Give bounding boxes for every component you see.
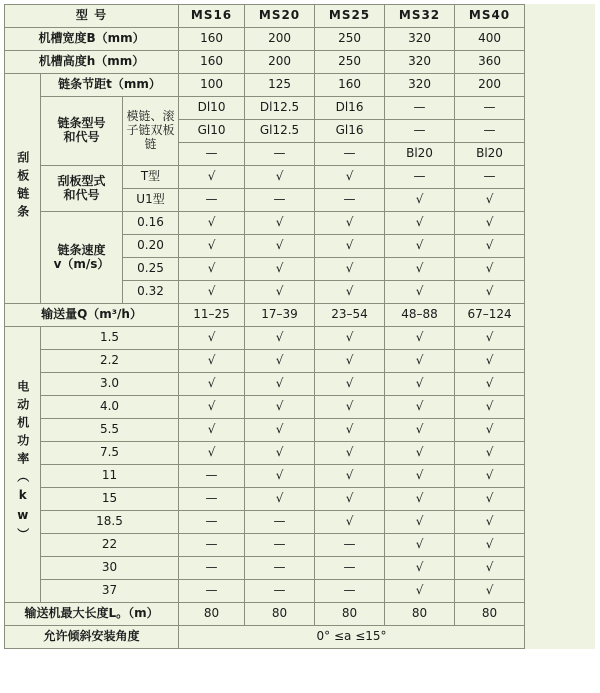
cell-motor-18-5-ms20: — <box>245 511 315 534</box>
cell-motor-11-ms32: √ <box>385 465 455 488</box>
cell-pitch-ms32: 320 <box>385 74 455 97</box>
cell-motor-2-2-ms32: √ <box>385 350 455 373</box>
chain-type-line2: 子链双板 <box>126 123 175 138</box>
cell-width-ms16: 160 <box>179 28 245 51</box>
cell-motor-37-ms16: — <box>179 580 245 603</box>
table-row <box>5 534 595 557</box>
cell-speed-016-ms20: √ <box>245 212 315 235</box>
cell-speed-025-ms20: √ <box>245 258 315 281</box>
cell-motor-37-ms40: √ <box>455 580 525 603</box>
cell-motor-7-5-ms32: √ <box>385 442 455 465</box>
cell-motor-1-5-ms40: √ <box>455 327 525 350</box>
cell-motor-11-ms16: — <box>179 465 245 488</box>
cell-motor-2-2-ms25: √ <box>315 350 385 373</box>
cell-motor-4-0-ms40: √ <box>455 396 525 419</box>
row-label-motor-4-0: 4.0 <box>41 396 179 419</box>
cell-motor-22-ms16: — <box>179 534 245 557</box>
cell-speed-016-ms25: √ <box>315 212 385 235</box>
row-label-motor-22: 22 <box>41 534 179 557</box>
cell-scraper-t-ms32: — <box>385 166 455 189</box>
table-row <box>5 580 595 603</box>
chain-speed-line1: 链条速度 <box>57 242 106 257</box>
row-label-motor-7-5: 7.5 <box>41 442 179 465</box>
row-label-scraper-type <box>41 166 123 212</box>
cell-motor-18-5-ms25: √ <box>315 511 385 534</box>
row-label-motor-30: 30 <box>41 557 179 580</box>
cell-speed-020-ms40: √ <box>455 235 525 258</box>
cell-motor-4-0-ms32: √ <box>385 396 455 419</box>
cell-motor-3-0-ms16: √ <box>179 373 245 396</box>
cell-chain-bl-ms32: Bl20 <box>385 143 455 166</box>
table-row <box>5 327 595 350</box>
row-label-motor-15: 15 <box>41 488 179 511</box>
table-row <box>5 304 595 327</box>
cell-scraper-u1-ms40: √ <box>455 189 525 212</box>
cell-speed-025-ms16: √ <box>179 258 245 281</box>
cell-motor-2-2-ms20: √ <box>245 350 315 373</box>
cell-scraper-t-ms40: — <box>455 166 525 189</box>
specification-table <box>4 4 595 649</box>
cell-max-length-ms32: 80 <box>385 603 455 626</box>
chain-type-line3: 链 <box>144 136 157 151</box>
cell-motor-15-ms25: √ <box>315 488 385 511</box>
row-label-speed-032: 0.32 <box>123 281 179 304</box>
group-label-motor-power: 电动机功率（kw） <box>5 327 41 603</box>
cell-chain-bl-ms16: — <box>179 143 245 166</box>
cell-motor-1-5-ms16: √ <box>179 327 245 350</box>
cell-height-ms20: 200 <box>245 51 315 74</box>
cell-scraper-t-ms25: √ <box>315 166 385 189</box>
row-label-motor-2-2: 2.2 <box>41 350 179 373</box>
cell-motor-3-0-ms32: √ <box>385 373 455 396</box>
cell-motor-30-ms16: — <box>179 557 245 580</box>
cell-motor-37-ms32: √ <box>385 580 455 603</box>
cell-motor-11-ms25: √ <box>315 465 385 488</box>
cell-motor-11-ms40: √ <box>455 465 525 488</box>
table-row <box>5 28 595 51</box>
table-row <box>5 373 595 396</box>
cell-motor-15-ms20: √ <box>245 488 315 511</box>
cell-speed-032-ms40: √ <box>455 281 525 304</box>
row-label-chain-type <box>123 97 179 166</box>
cell-install-angle-value: 0° ≤a ≤15° <box>179 626 525 649</box>
cell-chain-bl-ms20: — <box>245 143 315 166</box>
cell-chain-dl-ms16: Dl10 <box>179 97 245 120</box>
cell-motor-22-ms40: √ <box>455 534 525 557</box>
row-label-speed-016: 0.16 <box>123 212 179 235</box>
cell-chain-gl-ms40: — <box>455 120 525 143</box>
cell-height-ms16: 160 <box>179 51 245 74</box>
cell-motor-22-ms20: — <box>245 534 315 557</box>
row-label-motor-5-5: 5.5 <box>41 419 179 442</box>
table-row <box>5 488 595 511</box>
row-label-chain-model <box>41 97 123 166</box>
cell-capacity-ms32: 48–88 <box>385 304 455 327</box>
cell-motor-3-0-ms40: √ <box>455 373 525 396</box>
cell-scraper-u1-ms20: — <box>245 189 315 212</box>
cell-motor-1-5-ms25: √ <box>315 327 385 350</box>
row-label-speed-025: 0.25 <box>123 258 179 281</box>
cell-scraper-u1-ms32: √ <box>385 189 455 212</box>
row-label-speed-020: 0.20 <box>123 235 179 258</box>
header-model-ms25: MS25 <box>315 5 385 28</box>
table-row <box>5 97 595 120</box>
header-model-ms40: MS40 <box>455 5 525 28</box>
cell-motor-22-ms32: √ <box>385 534 455 557</box>
scraper-type-line2: 和代号 <box>63 187 100 202</box>
header-model-ms20: MS20 <box>245 5 315 28</box>
cell-motor-37-ms25: — <box>315 580 385 603</box>
cell-motor-2-2-ms16: √ <box>179 350 245 373</box>
table-row <box>5 350 595 373</box>
cell-motor-15-ms40: √ <box>455 488 525 511</box>
table-row <box>5 396 595 419</box>
table-row <box>5 5 595 28</box>
row-label-install-angle: 允许倾斜安装角度 <box>5 626 179 649</box>
cell-motor-11-ms20: √ <box>245 465 315 488</box>
cell-chain-gl-ms20: Gl12.5 <box>245 120 315 143</box>
cell-motor-18-5-ms16: — <box>179 511 245 534</box>
cell-motor-5-5-ms40: √ <box>455 419 525 442</box>
chain-type-line1: 模链、滚 <box>126 109 175 124</box>
cell-chain-gl-ms32: — <box>385 120 455 143</box>
cell-motor-1-5-ms32: √ <box>385 327 455 350</box>
table-row <box>5 74 595 97</box>
cell-speed-020-ms25: √ <box>315 235 385 258</box>
row-label-trough-width: 机槽宽度B（mm） <box>5 28 179 51</box>
cell-motor-5-5-ms20: √ <box>245 419 315 442</box>
scraper-type-line1: 刮板型式 <box>57 173 106 188</box>
cell-capacity-ms25: 23–54 <box>315 304 385 327</box>
cell-motor-22-ms25: — <box>315 534 385 557</box>
cell-motor-7-5-ms20: √ <box>245 442 315 465</box>
cell-motor-4-0-ms16: √ <box>179 396 245 419</box>
cell-speed-016-ms16: √ <box>179 212 245 235</box>
cell-motor-18-5-ms32: √ <box>385 511 455 534</box>
cell-width-ms20: 200 <box>245 28 315 51</box>
table-row <box>5 557 595 580</box>
table-row <box>5 212 595 235</box>
table-row <box>5 51 595 74</box>
cell-capacity-ms40: 67–124 <box>455 304 525 327</box>
cell-width-ms32: 320 <box>385 28 455 51</box>
cell-motor-5-5-ms16: √ <box>179 419 245 442</box>
row-label-scraper-t: T型 <box>123 166 179 189</box>
header-model-ms32: MS32 <box>385 5 455 28</box>
cell-speed-016-ms32: √ <box>385 212 455 235</box>
cell-max-length-ms25: 80 <box>315 603 385 626</box>
cell-speed-025-ms25: √ <box>315 258 385 281</box>
cell-pitch-ms40: 200 <box>455 74 525 97</box>
cell-motor-15-ms16: — <box>179 488 245 511</box>
row-label-capacity: 输送量Q（m³/h） <box>5 304 179 327</box>
cell-chain-dl-ms25: Dl16 <box>315 97 385 120</box>
table-row <box>5 465 595 488</box>
cell-chain-dl-ms40: — <box>455 97 525 120</box>
cell-speed-032-ms25: √ <box>315 281 385 304</box>
cell-width-ms40: 400 <box>455 28 525 51</box>
cell-motor-7-5-ms40: √ <box>455 442 525 465</box>
cell-scraper-t-ms20: √ <box>245 166 315 189</box>
table-row <box>5 511 595 534</box>
cell-max-length-ms16: 80 <box>179 603 245 626</box>
cell-max-length-ms20: 80 <box>245 603 315 626</box>
cell-capacity-ms16: 11–25 <box>179 304 245 327</box>
row-label-scraper-u1: U1型 <box>123 189 179 212</box>
row-label-motor-1-5: 1.5 <box>41 327 179 350</box>
row-label-chain-pitch: 链条节距t（mm） <box>41 74 179 97</box>
cell-speed-020-ms16: √ <box>179 235 245 258</box>
cell-motor-3-0-ms25: √ <box>315 373 385 396</box>
row-label-motor-11: 11 <box>41 465 179 488</box>
cell-speed-020-ms32: √ <box>385 235 455 258</box>
cell-speed-032-ms20: √ <box>245 281 315 304</box>
cell-motor-4-0-ms25: √ <box>315 396 385 419</box>
header-model-ms16: MS16 <box>179 5 245 28</box>
cell-motor-2-2-ms40: √ <box>455 350 525 373</box>
cell-chain-dl-ms20: Dl12.5 <box>245 97 315 120</box>
cell-motor-30-ms32: √ <box>385 557 455 580</box>
row-label-motor-18-5: 18.5 <box>41 511 179 534</box>
cell-height-ms40: 360 <box>455 51 525 74</box>
cell-speed-032-ms16: √ <box>179 281 245 304</box>
table-row <box>5 419 595 442</box>
chain-speed-line2: v（m/s） <box>53 256 110 271</box>
cell-motor-1-5-ms20: √ <box>245 327 315 350</box>
cell-pitch-ms20: 125 <box>245 74 315 97</box>
table-row <box>5 166 595 189</box>
cell-chain-dl-ms32: — <box>385 97 455 120</box>
table-row <box>5 442 595 465</box>
cell-capacity-ms20: 17–39 <box>245 304 315 327</box>
row-label-motor-3-0: 3.0 <box>41 373 179 396</box>
cell-max-length-ms40: 80 <box>455 603 525 626</box>
cell-motor-3-0-ms20: √ <box>245 373 315 396</box>
cell-scraper-u1-ms25: — <box>315 189 385 212</box>
cell-pitch-ms16: 100 <box>179 74 245 97</box>
cell-motor-7-5-ms16: √ <box>179 442 245 465</box>
cell-motor-7-5-ms25: √ <box>315 442 385 465</box>
cell-speed-025-ms32: √ <box>385 258 455 281</box>
chain-model-line1: 链条型号 <box>57 116 106 131</box>
cell-motor-5-5-ms32: √ <box>385 419 455 442</box>
cell-speed-025-ms40: √ <box>455 258 525 281</box>
cell-speed-020-ms20: √ <box>245 235 315 258</box>
cell-speed-016-ms40: √ <box>455 212 525 235</box>
cell-pitch-ms25: 160 <box>315 74 385 97</box>
row-label-trough-height: 机槽高度h（mm） <box>5 51 179 74</box>
cell-motor-30-ms25: — <box>315 557 385 580</box>
cell-motor-37-ms20: — <box>245 580 315 603</box>
cell-chain-bl-ms40: Bl20 <box>455 143 525 166</box>
table-row <box>5 626 595 649</box>
cell-speed-032-ms32: √ <box>385 281 455 304</box>
row-label-max-length: 输送机最大长度L。（m） <box>5 603 179 626</box>
header-model-label: 型 号 <box>5 5 179 28</box>
cell-motor-30-ms20: — <box>245 557 315 580</box>
cell-height-ms32: 320 <box>385 51 455 74</box>
cell-height-ms25: 250 <box>315 51 385 74</box>
cell-motor-18-5-ms40: √ <box>455 511 525 534</box>
group-label-scraper-chain: 刮板链条 <box>5 74 41 304</box>
cell-chain-gl-ms16: Gl10 <box>179 120 245 143</box>
cell-motor-5-5-ms25: √ <box>315 419 385 442</box>
cell-motor-15-ms32: √ <box>385 488 455 511</box>
cell-scraper-t-ms16: √ <box>179 166 245 189</box>
cell-motor-30-ms40: √ <box>455 557 525 580</box>
row-label-motor-37: 37 <box>41 580 179 603</box>
chain-model-line2: 和代号 <box>63 130 100 144</box>
cell-motor-4-0-ms20: √ <box>245 396 315 419</box>
row-label-chain-speed <box>41 212 123 304</box>
table-row <box>5 603 595 626</box>
cell-chain-bl-ms25: — <box>315 143 385 166</box>
cell-chain-gl-ms25: Gl16 <box>315 120 385 143</box>
cell-width-ms25: 250 <box>315 28 385 51</box>
cell-scraper-u1-ms16: — <box>179 189 245 212</box>
